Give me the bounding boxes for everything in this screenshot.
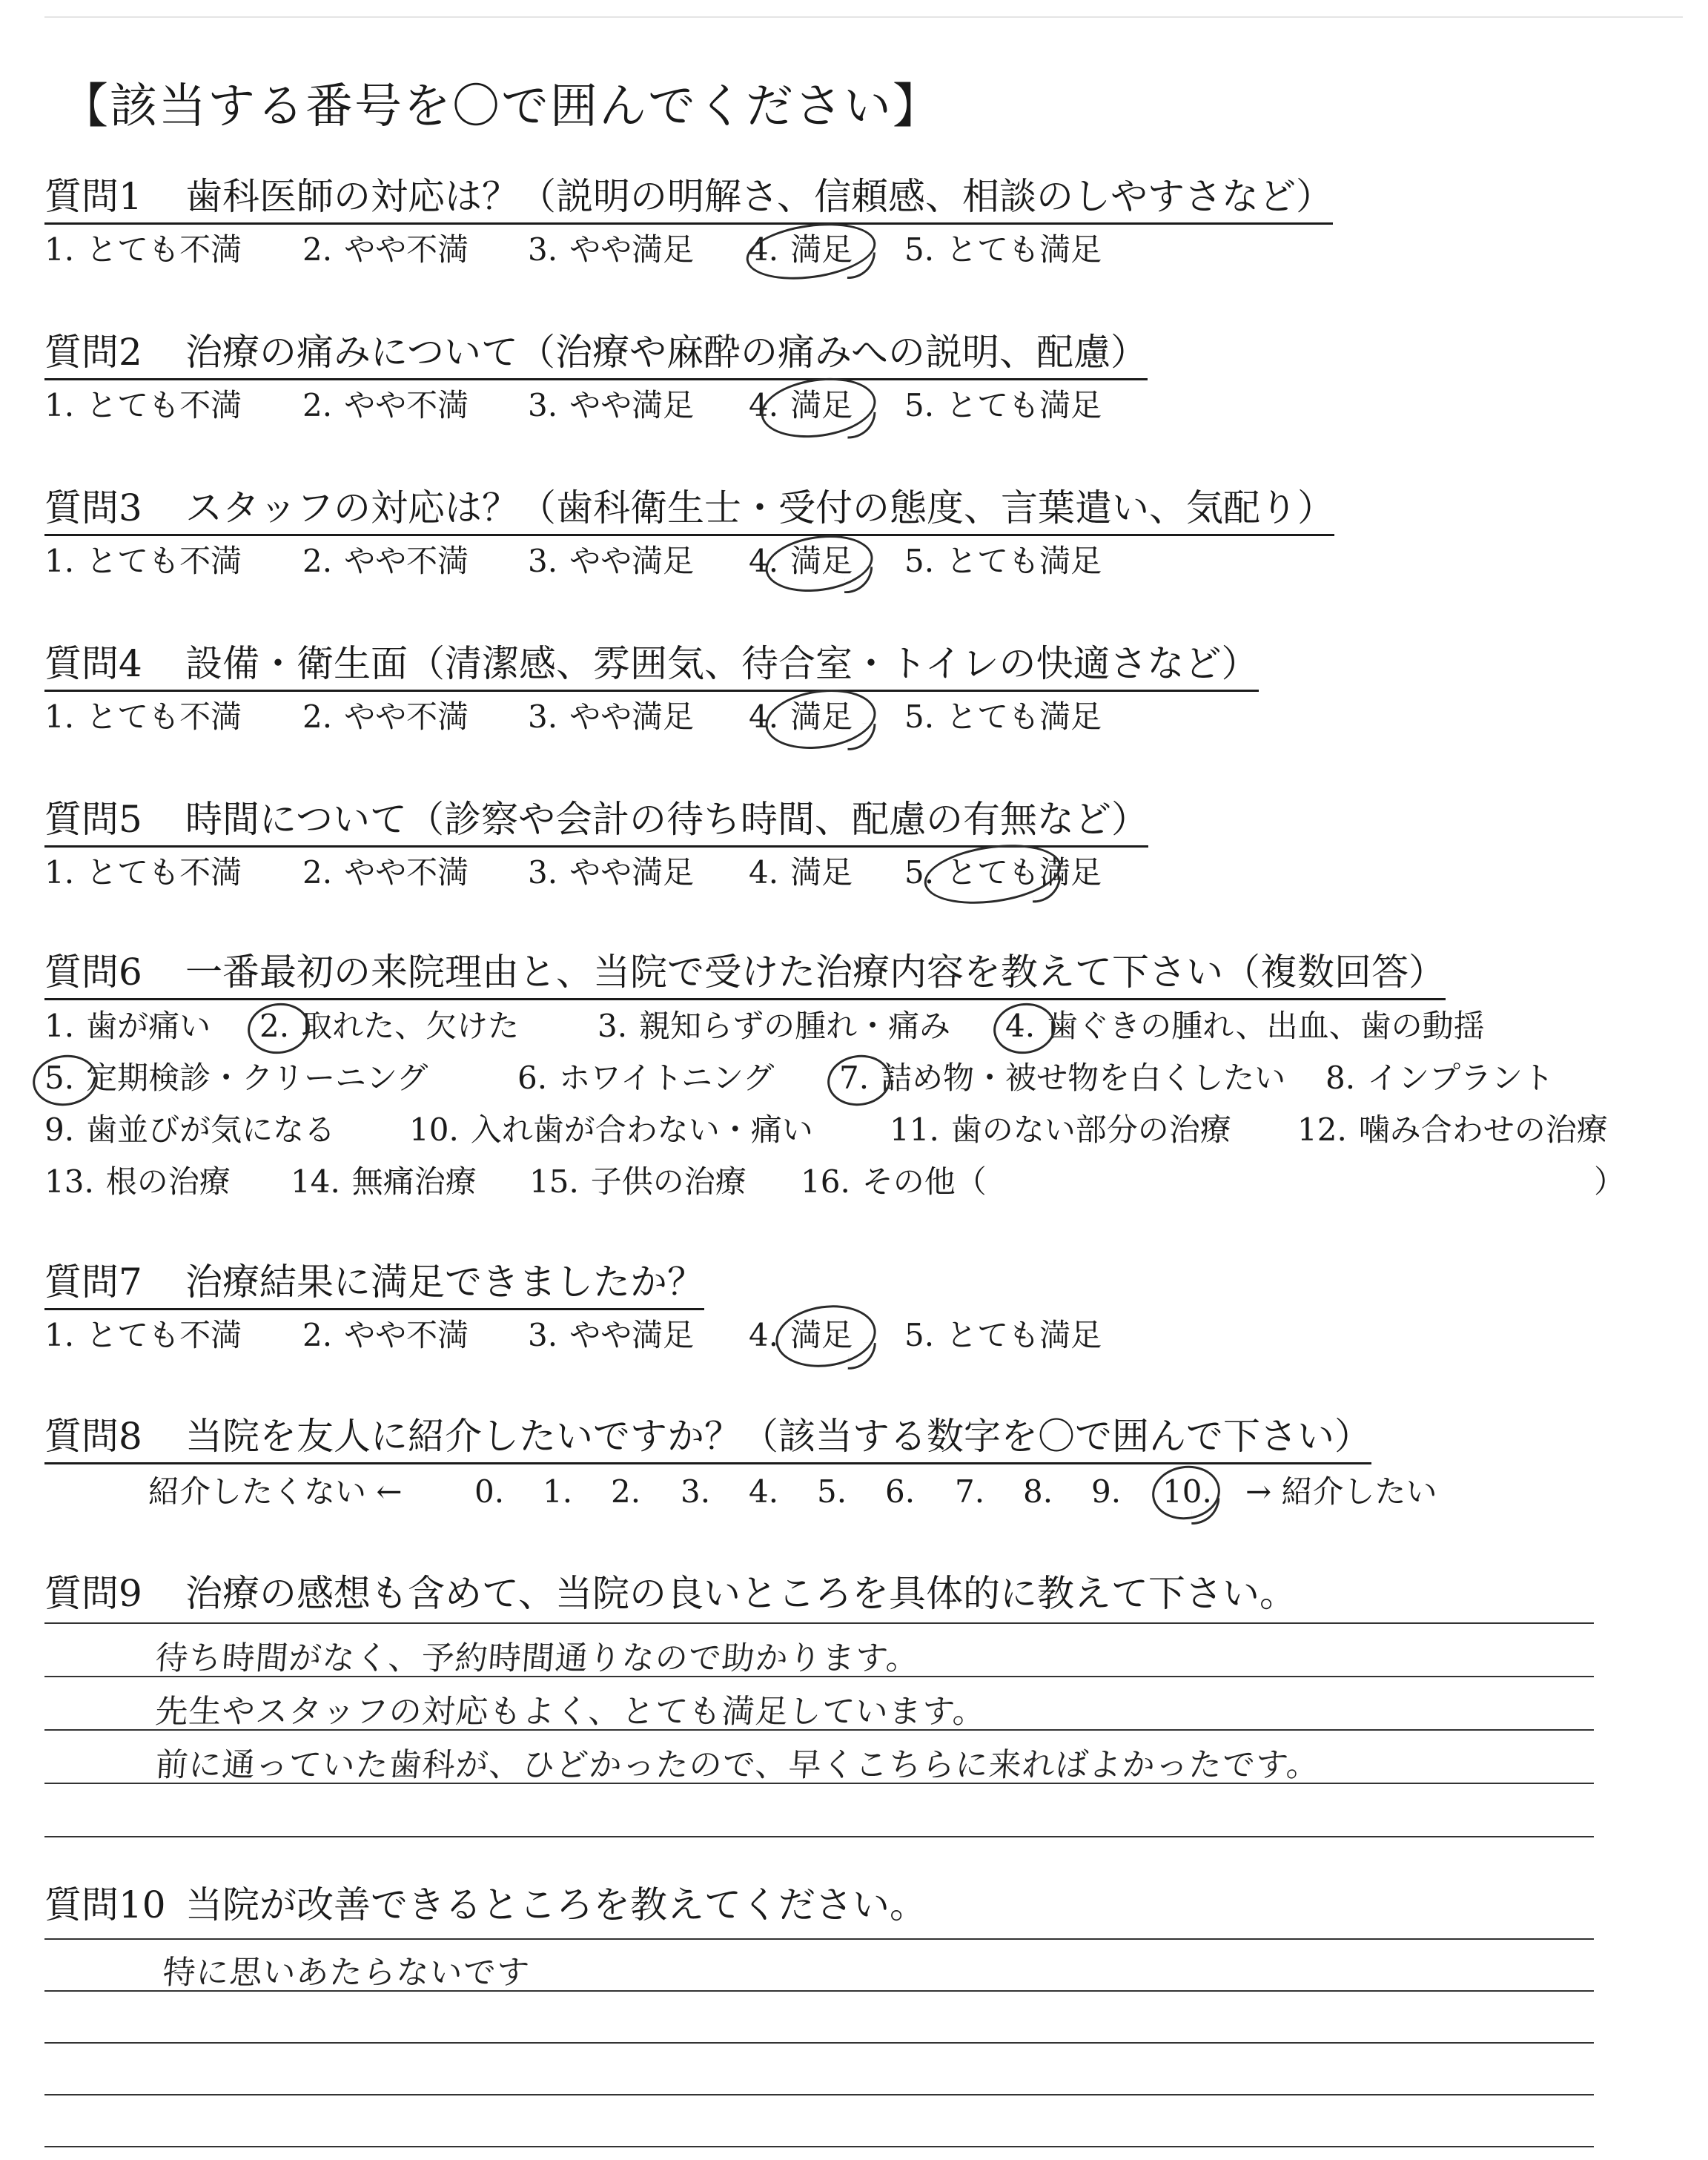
option-1[interactable]: 1. とても不満 [44,387,242,423]
answer-line [44,1938,1594,1940]
option-4[interactable]: 4. 満足 [749,854,853,891]
question-text: 治療の感想も含めて、当院の良いところを具体的に教えて下さい。 [185,1572,1297,1615]
option-4[interactable]: 4. 歯ぐきの腫れ、出血、歯の動揺 [1005,1008,1485,1044]
handwritten-answer-line-2: 先生やスタッフの対応もよく、とても満足しています。 [153,1693,988,1731]
scale-5[interactable]: 5. [817,1473,847,1510]
option-3[interactable]: 3. やや満足 [528,698,695,735]
question-2 [44,328,1638,428]
question-9 [44,1569,1638,1619]
question-text: 治療結果に満足できましたか？ [185,1261,704,1304]
options-row-3 [44,1104,1638,1156]
question-text: 設備・衛生面（清潔感、雰囲気、待合室・トイレの快適さなど） [185,642,1259,685]
question-2-options[interactable] [44,383,1638,428]
question-3-heading [44,483,1334,536]
scale-1[interactable]: 1. [543,1473,573,1510]
question-1-options[interactable] [44,228,1638,272]
option-1[interactable]: 1. 歯が痛い [44,1008,211,1044]
question-5-options[interactable] [44,851,1638,895]
option-4[interactable]: 4. 満足 [749,543,853,579]
question-5-heading [44,795,1148,848]
option-7[interactable]: 7. 詰め物・被せ物を白くしたい [839,1060,1286,1096]
question-label: 質問7 [44,1261,142,1304]
option-13[interactable]: 13. 根の治療 [44,1163,231,1200]
scale-2[interactable]: 2. [611,1473,641,1510]
question-8-heading [44,1412,1371,1464]
option-8[interactable]: 8. インプラント [1325,1060,1555,1096]
handwritten-answer-line-1: 特に思いあたらないです [161,1954,532,1992]
answer-line [44,1622,1594,1624]
option-2[interactable]: 2. やや不満 [302,387,469,423]
option-3[interactable]: 3. やや満足 [528,387,695,423]
option-4[interactable]: 4. 満足 [749,1317,853,1353]
option-1[interactable]: 1. とても不満 [44,698,242,735]
question-1 [44,172,1638,272]
question-text: 歯科医師の対応は？（説明の明解さ、信頼感、相談のしやすさなど） [185,175,1333,218]
option-1[interactable]: 1. とても不満 [44,1317,242,1353]
option-3[interactable]: 3. やや満足 [528,543,695,579]
option-3[interactable]: 3. やや満足 [528,1317,695,1353]
answer-line [44,1836,1594,1837]
option-5[interactable]: 5. 定期検診・クリーニング [44,1060,428,1096]
question-7-heading [44,1258,704,1310]
question-text: 一番最初の来院理由と、当院で受けた治療内容を教えて下さい（複数回答） [185,951,1446,994]
question-label: 質問4 [44,642,142,685]
question-3 [44,483,1638,584]
option-1[interactable]: 1. とても不満 [44,231,242,268]
question-4-heading [44,639,1259,692]
page-title: 【該当する番号を〇で囲んでください】 [61,79,941,134]
option-2[interactable]: 2. やや不満 [302,1317,469,1353]
question-text: 時間について（診察や会計の待ち時間、配慮の有無など） [185,798,1148,841]
top-border [44,16,1683,18]
answer-line [44,2042,1594,2044]
other-close-paren: ） [1594,1163,1626,1200]
options-row-2 [44,1052,1638,1104]
option-3[interactable]: 3. 親知らずの腫れ・痛み [598,1008,951,1044]
scale-10[interactable]: 10. [1162,1473,1212,1510]
question-label: 質問9 [44,1572,142,1615]
scale-0[interactable]: 0. [474,1473,505,1510]
question-label: 質問6 [44,951,142,994]
question-text: 治療の痛みについて（治療や麻酔の痛みへの説明、配慮） [185,331,1148,374]
option-11[interactable]: 11. 歯のない部分の治療 [890,1112,1231,1148]
options-row-1 [44,1000,1638,1052]
scale-left-label: 紹介したくない ← [148,1473,403,1510]
option-2[interactable]: 2. やや不満 [302,698,469,735]
handwritten-answer-line-1: 待ち時間がなく、予約時間通りなので助かります。 [153,1639,921,1677]
question-6-heading [44,948,1446,1000]
question-10 [44,1880,1638,1931]
option-3[interactable]: 3. やや満足 [528,231,695,268]
recommend-scale[interactable] [44,1467,1638,1516]
option-1[interactable]: 1. とても不満 [44,543,242,579]
scale-7[interactable]: 7. [955,1473,985,1510]
scale-9[interactable]: 9. [1091,1473,1122,1510]
question-label: 質問3 [44,486,142,529]
handwritten-answer-line-3: 前に通っていた歯科が、ひどかったので、早くこちらに来ればよかったです。 [153,1746,1322,1784]
option-2[interactable]: 2. やや不満 [302,231,469,268]
scale-6[interactable]: 6. [885,1473,916,1510]
question-text: 当院が改善できるところを教えてください。 [185,1883,927,1926]
option-6[interactable]: 6. ホワイトニング [517,1060,775,1096]
question-10-heading [44,1880,927,1931]
option-4[interactable]: 4. 満足 [749,698,853,735]
question-6-options[interactable] [44,1000,1638,1208]
question-7 [44,1258,1638,1358]
question-3-options[interactable] [44,539,1638,584]
option-16[interactable]: 16. その他（ [801,1163,987,1200]
option-5[interactable]: 5. とても満足 [904,698,1102,735]
scale-8[interactable]: 8. [1023,1473,1053,1510]
question-text: 当院を友人に紹介したいですか？（該当する数字を〇で囲んで下さい） [185,1415,1371,1458]
question-6 [44,948,1638,1208]
options-row-4 [44,1156,1638,1208]
option-4[interactable]: 4. 満足 [749,387,853,423]
question-text: スタッフの対応は？（歯科衛生士・受付の態度、言葉遣い、気配り） [185,486,1334,529]
question-4-options[interactable] [44,695,1638,739]
question-7-options[interactable] [44,1313,1638,1358]
option-12[interactable]: 12. 噛み合わせの治療 [1297,1112,1608,1148]
option-5[interactable]: 5. とても満足 [904,231,1102,268]
option-5[interactable]: 5. とても満足 [904,1317,1102,1353]
scale-3[interactable]: 3. [681,1473,711,1510]
question-label: 質問1 [44,175,142,218]
question-label: 質問5 [44,798,142,841]
option-2[interactable]: 2. やや不満 [302,543,469,579]
question-5 [44,795,1638,895]
question-8 [44,1412,1638,1516]
question-2-heading [44,328,1148,380]
question-label: 質問8 [44,1415,142,1458]
option-5[interactable]: 5. とても満足 [904,543,1102,579]
option-1[interactable]: 1. とても不満 [44,854,242,891]
question-9-heading [44,1569,1297,1619]
option-3[interactable]: 3. やや満足 [528,854,695,891]
question-label: 質問10 [44,1883,166,1926]
option-14[interactable]: 14. 無痛治療 [291,1163,477,1200]
scale-right-label: → 紹介したい [1245,1473,1437,1510]
question-1-heading [44,172,1333,225]
question-label: 質問2 [44,331,142,374]
option-2[interactable]: 2. やや不満 [302,854,469,891]
option-2[interactable]: 2. 取れた、欠けた [259,1008,520,1044]
option-9[interactable]: 9. 歯並びが気になる [44,1112,336,1148]
option-10[interactable]: 10. 入れ歯が合わない・痛い [409,1112,813,1148]
question-4 [44,639,1638,739]
option-15[interactable]: 15. 子供の治療 [529,1163,747,1200]
scale-4[interactable]: 4. [749,1473,779,1510]
option-5[interactable]: 5. とても満足 [904,854,1102,891]
option-4[interactable]: 4. 満足 [749,231,853,268]
answer-line [44,2094,1594,2095]
option-5[interactable]: 5. とても満足 [904,387,1102,423]
answer-line [44,2146,1594,2147]
